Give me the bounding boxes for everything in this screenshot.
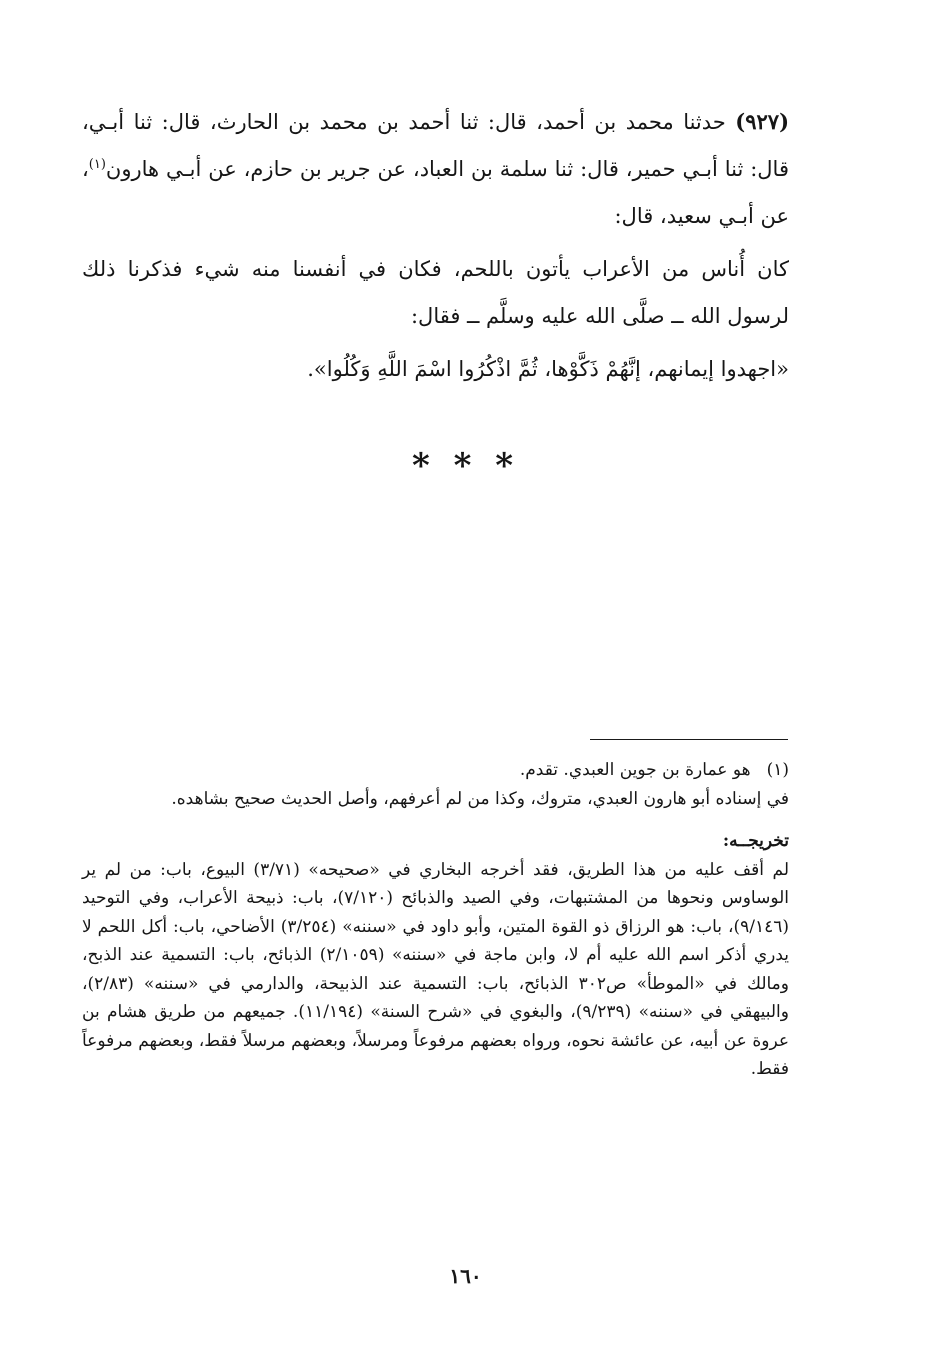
section-separator: * * * (411, 446, 519, 486)
footnotes-block (82, 756, 789, 1084)
hadith-number: (٩٢٧) (735, 109, 789, 134)
takhrij-text: لم أقف عليه من هذا الطريق، فقد أخرجه البخاري في «صحيحه» (٣/٧١) البيوع، باب: من لم ير الوساوس ونحوها من المشتبهات، وفي الصيد والذبائح (٧/١٢٠)، باب: ذبيحة الأعراب، وفي التوحيد (٩/١٤٦)، باب: هو الرزاق ذو القوة المتين، وأبو داود في «سننه» (٣/٢٥٤) الأضاحي، باب: أكل اللحم لا يدري أذكر اسم الله عليه أم لا، وابن ماجة في «سننه» (٢/١٠٥٩) الذبائح، باب: التسمية عند الذبح، ومالك في «الموطأ» ص٣٠٢ الذبائح، باب: التسمية عند الذبيحة، والدارمي في «سننه» (٢/٨٣)، والبيهقي في «سننه» (٩/٢٣٩)، والبغوي في «شرح السنة» (١١/١٩٤). جميعهم من طريق هشام بن عروة عن أبيه، عن عائشة نحوه، ورواه بعضهم مرفوعاً ومرسلاً، وبعضهم مرسلاً فقط، وبعضهم مرفوعاً فقط. (82, 859, 790, 1079)
prophetic-quote: «اجهدوا إيمانهم، إنَّهُمْ ذَكَّوْها، ثُمَّ اذْكُرُوا اسْمَ اللَّهِ وَكُلُوا». (307, 357, 789, 381)
footnote-divider (590, 739, 788, 740)
isnad-end: ، عن أبـي سعيد، قال: (82, 157, 789, 228)
takhrij-heading: تخريجــه: (722, 831, 789, 851)
footnote-isnad-grading: في إسناده أبو هارون العبدي، متروك، وكذا من لم أعرفهم، وأصل الحديث صحيح بشاهده. (171, 788, 789, 809)
isnad-text: حدثنا محمد بن أحمد، قال: ثنا أحمد بن محمد بن الحارث، قال: ثنا أبـي، قال: ثنا أبـي حمير، قال: ثنا سلمة بن العباد، عن جرير بن حازم، عن أبـي هارون (82, 110, 789, 181)
page-number: ١٦٠ (449, 1264, 482, 1288)
footnote-narrator-note: هو عمارة بن جوين العبدي. تقدم. (519, 760, 751, 780)
footnote-item (82, 756, 789, 785)
main-text-block (82, 98, 789, 393)
footnote-reference[interactable]: (١) (88, 157, 106, 172)
matn-paragraph: كان أُناس من الأعراب يأتون باللحم، فكان في أنفسنا منه شيء فذكرنا ذلك لرسول الله ــ صلَّى الله عليه وسلَّم ــ فقال: (82, 257, 789, 328)
isnad-paragraph (82, 98, 789, 240)
footnote-marker: (١) (766, 760, 789, 780)
